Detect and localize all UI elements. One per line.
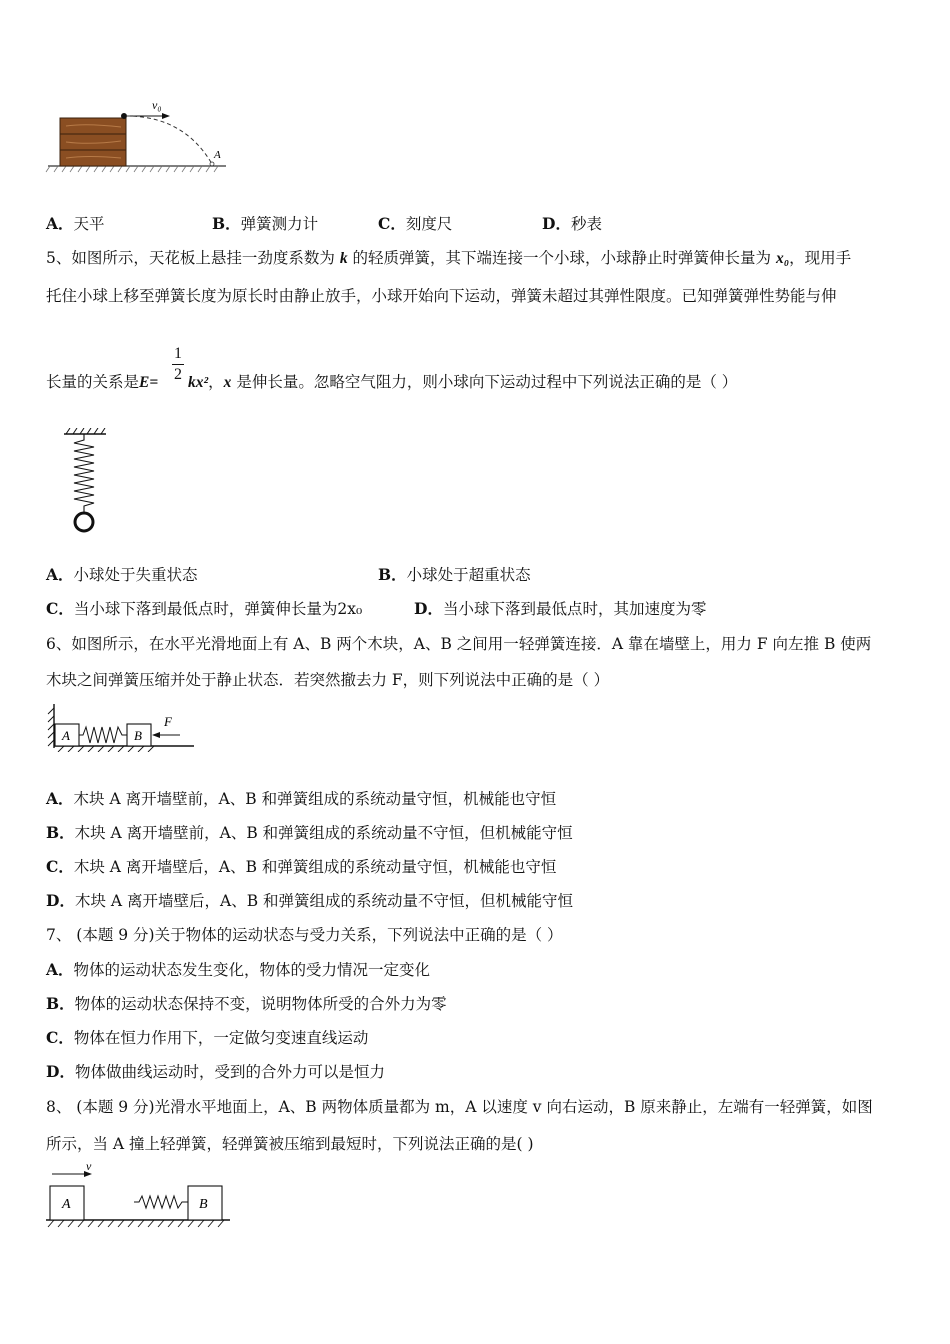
q5-stem-line-3-rest: kx²，x 是伸长量。忽略空气阻力，则小球向下运动过程中下列说法正确的是（ ） xyxy=(188,373,738,391)
q7-stem: 7、 (本题 9 分)关于物体的运动状态与受力关系，下列说法中正确的是（ ） xyxy=(46,926,563,944)
option-text: 刻度尺 xyxy=(405,215,453,233)
block-a-label: A xyxy=(62,728,70,743)
q5-option-c[interactable]: C．当小球下落到最低点时，弹簧伸长量为2x₀ xyxy=(46,599,363,618)
block-a-label: A xyxy=(62,1197,71,1212)
projectile-figure xyxy=(44,96,234,176)
ball xyxy=(75,513,93,531)
trajectory-curve xyxy=(126,116,212,164)
wall-spring-blocks-figure xyxy=(44,702,198,752)
point-a-label: A xyxy=(214,149,221,161)
q6-stem-line-1: 6、如图所示，在水平光滑地面上有 A、B 两个木块，A、B 之间用一轻弹簧连接．A 靠在墙壁上，用力 F 向左推 B 使两 xyxy=(46,635,872,653)
q5-option-a[interactable]: A．小球处于失重状态 xyxy=(46,565,198,584)
spring xyxy=(79,727,127,743)
q6-option-a[interactable]: A．木块 A 离开墙壁前，A、B 和弹簧组成的系统动量守恒，机械能也守恒 xyxy=(46,789,557,808)
q5-stem-line-1: 5、如图所示，天花板上悬挂一劲度系数为 k 的轻质弹簧，其下端连接一个小球，小球静止时弹簧伸长量为 x₀，现用手 xyxy=(46,249,852,267)
q8-stem-line-2: 所示，当 A 撞上轻弹簧，轻弹簧被压缩到最短时，下列说法正确的是( ) xyxy=(46,1135,534,1153)
q6-option-b[interactable]: B．木块 A 离开墙壁前，A、B 和弹簧组成的系统动量不守恒，但机械能守恒 xyxy=(46,823,573,842)
force-f-label: F xyxy=(164,714,172,729)
option-letter: C． xyxy=(378,214,406,233)
option-text: 弹簧测力计 xyxy=(240,215,319,233)
option-letter: B． xyxy=(212,214,241,233)
block-b-label: B xyxy=(134,728,142,743)
two-blocks-spring-figure xyxy=(44,1160,234,1232)
spring xyxy=(134,1196,188,1208)
fraction-one-half xyxy=(172,344,184,385)
q8-stem-line-1: 8、 (本题 9 分)光滑水平地面上，A、B 两物体质量都为 m，A 以速度 v 向右运动，B 原来静止，左端有一轻弹簧，如图 xyxy=(46,1098,873,1116)
spring xyxy=(74,434,94,512)
q6-option-d[interactable]: D．木块 A 离开墙壁后，A、B 和弹簧组成的系统动量不守恒，但机械能守恒 xyxy=(46,891,574,910)
option-letter: A． xyxy=(46,214,74,233)
q4-option-c[interactable] xyxy=(378,212,452,234)
q7-option-d[interactable]: D．物体做曲线运动时，受到的合外力可以是恒力 xyxy=(46,1062,385,1081)
hanging-spring-figure xyxy=(60,428,116,536)
option-text: 天平 xyxy=(73,215,105,233)
q5-option-d[interactable]: D．当小球下落到最低点时，其加速度为零 xyxy=(414,599,707,618)
q4-option-b[interactable] xyxy=(212,212,318,234)
fraction-numerator: 1 xyxy=(174,345,182,362)
q7-option-a[interactable]: A．物体的运动状态发生变化，物体的受力情况一定变化 xyxy=(46,960,431,979)
velocity-v-label: v xyxy=(86,1160,92,1173)
option-text: 秒表 xyxy=(570,215,602,233)
q6-option-c[interactable]: C．木块 A 离开墙壁后，A、B 和弹簧组成的系统动量守恒，机械能也守恒 xyxy=(46,857,557,876)
q5-stem-line-3: 长量的关系是E= xyxy=(46,373,159,391)
q6-stem-line-2: 木块之间弹簧压缩并处于静止状态．若突然撤去力 F，则下列说法中正确的是（ ） xyxy=(46,671,610,689)
block-b-label: B xyxy=(199,1197,208,1212)
q7-option-b[interactable]: B．物体的运动状态保持不变，说明物体所受的合外力为零 xyxy=(46,994,447,1013)
q4-option-a[interactable] xyxy=(46,212,105,234)
q7-option-c[interactable]: C．物体在恒力作用下，一定做匀变速直线运动 xyxy=(46,1028,369,1047)
v0-label: v₀ xyxy=(152,98,162,112)
option-letter: D． xyxy=(542,214,571,233)
q5-option-b[interactable]: B．小球处于超重状态 xyxy=(378,565,531,584)
q5-stem-line-2: 托住小球上移至弹簧长度为原长时由静止放手，小球开始向下运动，弹簧未超过其弹性限度。已知弹簧弹性势能与伸 xyxy=(46,287,837,305)
fraction-denominator: 2 xyxy=(174,366,182,383)
q4-option-d[interactable] xyxy=(542,212,602,234)
